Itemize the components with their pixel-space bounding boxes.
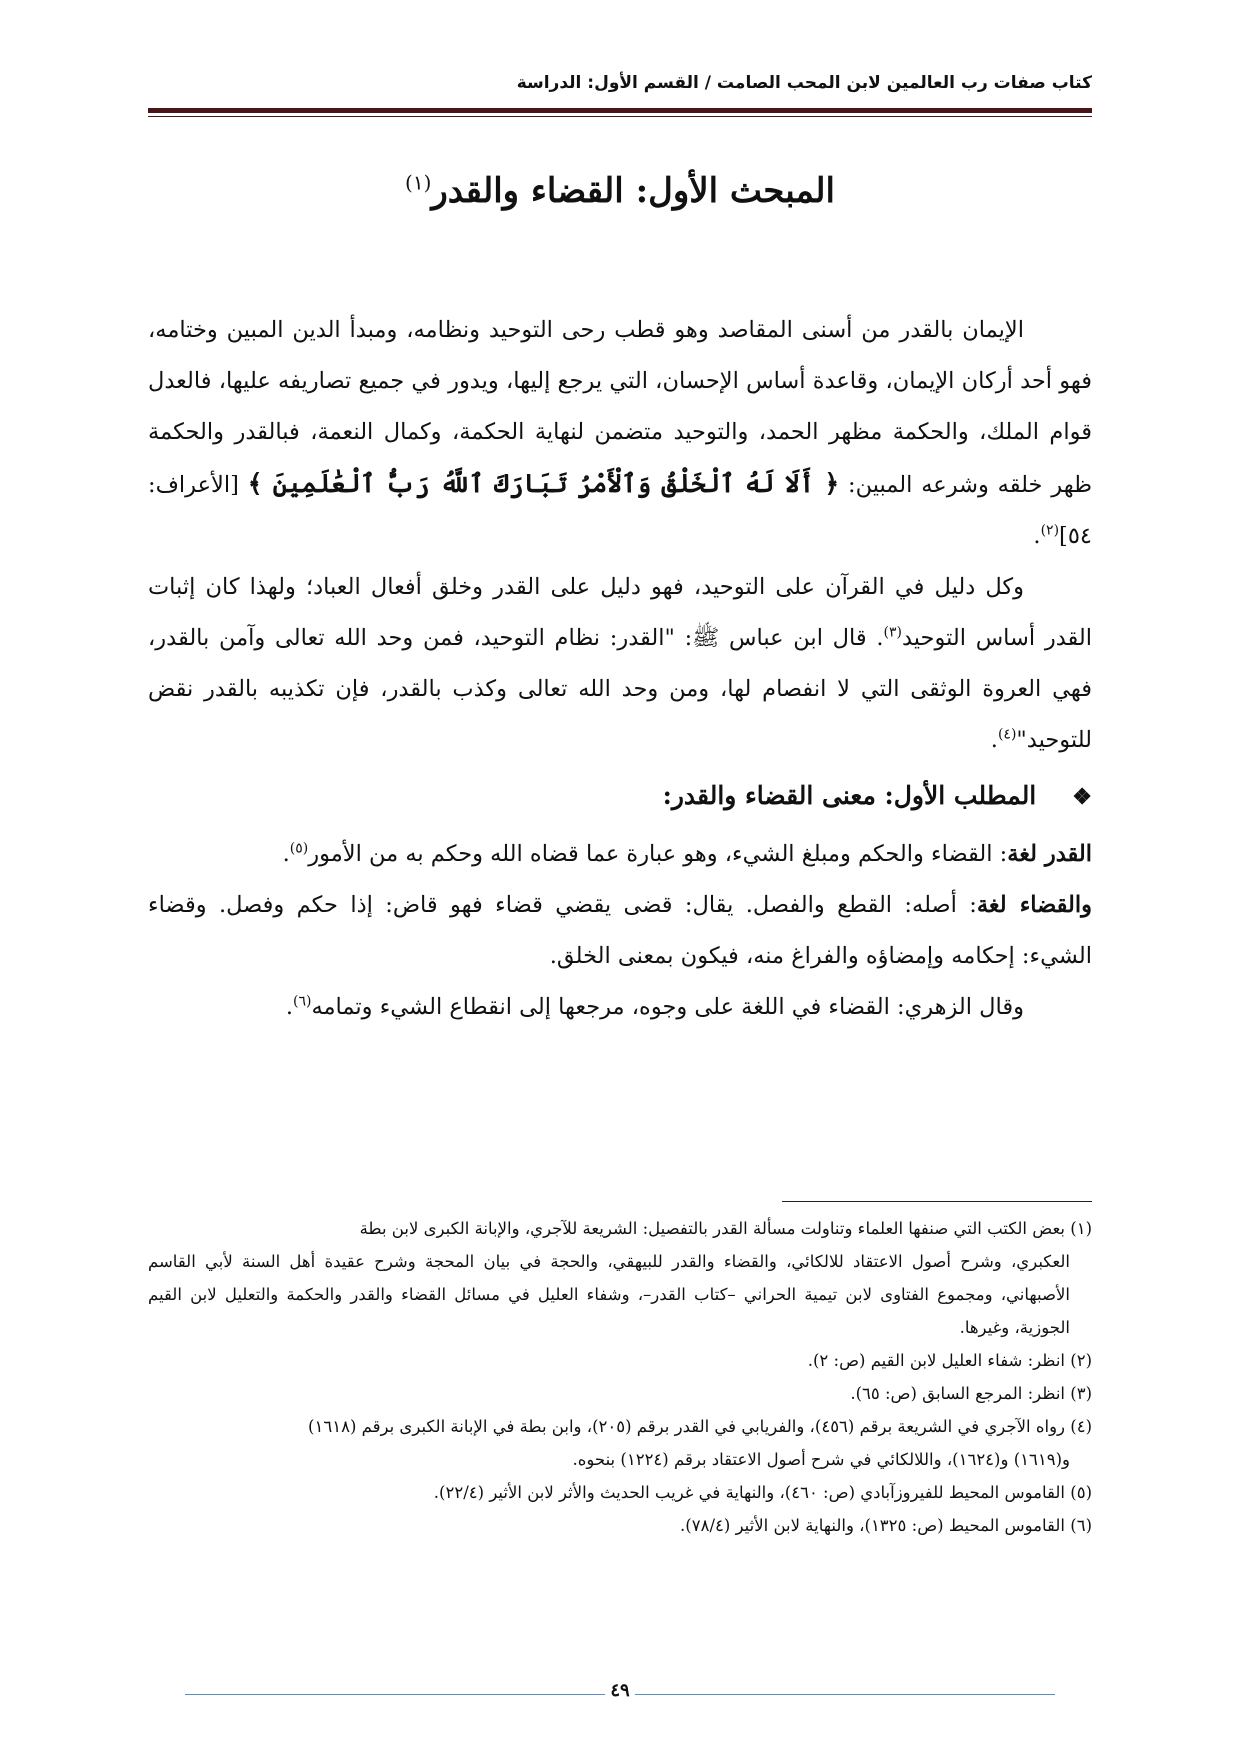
footnote-3: (٣) انظر: المرجع السابق (ص: ٦٥). [850,1384,1092,1403]
definition-term-qada: والقضاء لغة [976,892,1092,918]
definition-qada [148,880,1092,982]
definition-qadar: القدر لغة: القضاء والحكم ومبلغ الشيء، وهو عبارة عما قضاه الله وحكم به من الأمور$^{(٥)}$. [282,840,1092,867]
diamond-bullet-icon: ❖ [1072,784,1092,810]
paragraph-tawhid: وكل دليل في القرآن على التوحيد، فهو دليل على القدر وخلق أفعال العباد؛ ولهذا كان إثبات القدر أساس التوحيد$^{(٣)}$. قال ابن عباس ﷺ: "القدر: نظام التوحيد، فمن وحد الله تعالى وآمن بالقدر، فهي العروة الوثقى التي لا انفصام لها، ومن وحد الله تعالى وكذب بالقدر، فإن تكذيبه بالقدر نقض للتوحيد"$^{(٤)}$. [148,574,1092,753]
footer-rule-left [185,1694,605,1695]
footnote-marker-2: (٢) [1040,522,1060,539]
paragraph-zuhri-text: وقال الزهري: القضاء في اللغة على وجوه، مرجعها إلى انقطاع الشيء وتمامه [311,994,1024,1020]
footnote-4: (٤) رواه الآجري في الشريعة برقم (٤٥٦)، والفريابي في القدر برقم (٢٠٥)، وابن بطة في الإبانة الكبرى برقم (١٦١٨) [308,1417,1092,1436]
chapter-title-text: المبحث الأول: القضاء والقدر [431,171,835,211]
paragraph-zuhri: وقال الزهري: القضاء في اللغة على وجوه، مرجعها إلى انقطاع الشيء وتمامه$^{(٦)}$. [285,993,1024,1020]
footnote-marker-4: (٤) [997,726,1017,743]
section-heading-text: المطلب الأول: معنى القضاء والقدر: [662,781,1037,810]
header-rule-thin [148,116,1092,117]
running-header: كتاب صفات رب العالمين لابن المحب الصامت / القسم الأول: الدراسة [516,73,1092,93]
paragraph-tawhid-text-a: وكل دليل في القرآن على التوحيد، فهو دليل على القدر وخلق أفعال العباد؛ ولهذا كان إثبات القدر أساس التوحيد [148,574,1092,651]
footnote-5: (٥) القاموس المحيط للفيروزآبادي (ص: ٤٦٠)، والنهاية في غريب الحديث والأثر لابن الأثير (٢٢/٤). [433,1483,1092,1502]
main-body [148,305,1092,1033]
footnote-1 [148,1212,1092,1245]
footnote-2: (٢) انظر: شفاء العليل لابن القيم (ص: ٢). [807,1351,1092,1370]
footnote-marker-6: (٦) [292,993,312,1010]
footnote-marker-5: (٥) [289,840,309,857]
footnote-1-line: (١) بعض الكتب التي صنفها العلماء وتناولت مسألة القدر بالتفصيل: الشريعة للآجري، والإبانة الكبرى لابن بطة [359,1219,1092,1238]
footnote-1-continuation: العكبري، وشرح أصول الاعتقاد للالكائي، والقضاء والقدر للبيهقي، والحجة في بيان المحجة وشرح عقيدة أهل السنة لأبي القاسم الأصبهاني، ومجموع الفتاوى لابن تيمية الحراني –كتاب القدر–، وشفاء العليل في مسائل القضاء والقدر والحكمة والتعليل لابن القيم الجوزية، وغيرها. [148,1252,1070,1337]
definition-text-qada: : أصله: القطع والفصل. يقال: قضى يقضي قضاء فهو قاض: إذا حكم وفصل. وقضاء الشيء: إحكامه وإمضاؤه والفراغ منه، فيكون بمعنى الخلق. [148,892,1092,969]
footnote-6: (٦) القاموس المحيط (ص: ١٣٢٥)، والنهاية لابن الأثير (٧٨/٤). [680,1516,1092,1535]
footer-rule-right [635,1694,1055,1695]
verse-reference: [الأعراف: ٥٤] [148,472,1092,549]
quran-verse: ﴿ أَلَا لَهُ ٱلْخَلْقُ وَٱلْأَمْرُ تَبَارَكَ ٱللَّهُ رَبُّ ٱلْعَٰلَمِينَ ﴾ [247,469,840,498]
page-number: ٤٩ [610,1680,630,1701]
footnote-4-continuation: و(١٦١٩) و(١٦٢٤)، واللالكائي في شرح أصول الاعتقاد برقم (١٢٢٤) بنحوه. [572,1450,1070,1469]
definition-text-qadar: : القضاء والحكم ومبلغ الشيء، وهو عبارة عما قضاه الله وحكم به من الأمور [308,841,1008,867]
footnote-separator [782,1201,1092,1202]
paragraph-intro: الإيمان بالقدر من أسنى المقاصد وهو قطب رحى التوحيد ونظامه، ومبدأ الدين المبين وختامه، فهو أحد أركان الإيمان، وقاعدة أساس الإحسان، التي يرجع إليها، ويدور في جميع تصاريفه عليها، فالعدل قوام الملك، والحكمة مظهر الحمد، والتوحيد متضمن لنهاية الحكمة، وكمال النعمة، فبالقدر والحكمة ظهر خلقه وشرعه المبين: ﴿ أَلَا لَهُ ٱلْخَلْقُ وَٱلْأَمْرُ تَبَارَكَ ٱللَّهُ رَبُّ ٱلْعَٰلَمِينَ ﴾ [الأعراف: ٥٤]$^{(٢)}$. [148,317,1092,549]
chapter-title [148,168,1092,216]
definition-term-qadar: القدر لغة [1007,841,1092,867]
header-rule-thick [148,108,1092,113]
paragraph-intro-text: الإيمان بالقدر من أسنى المقاصد وهو قطب رحى التوحيد ونظامه، ومبدأ الدين المبين وختامه، فهو أحد أركان الإيمان، وقاعدة أساس الإحسان، التي يرجع إليها، ويدور في جميع تصاريفه عليها، فالعدل قوام الملك، والحكمة مظهر الحمد، والتوحيد متضمن لنهاية الحكمة، وكمال النعمة، فبالقدر والحكمة ظهر خلقه وشرعه المبين: [148,317,1092,498]
footnotes [148,1212,1092,1542]
footnote-marker-3: (٣) [883,624,902,641]
section-heading [148,770,1092,823]
paragraph-tawhid-text-b: . قال ابن عباس ﷺ: "القدر: نظام التوحيد، فمن وحد الله تعالى وآمن بالقدر، فهي العروة الوثقى التي لا انفصام لها، ومن وحد الله تعالى وكذب بالقدر، فإن تكذيبه بالقدر نقض للتوحيد" [148,625,1092,753]
chapter-footnote-marker: (١) [405,170,432,195]
